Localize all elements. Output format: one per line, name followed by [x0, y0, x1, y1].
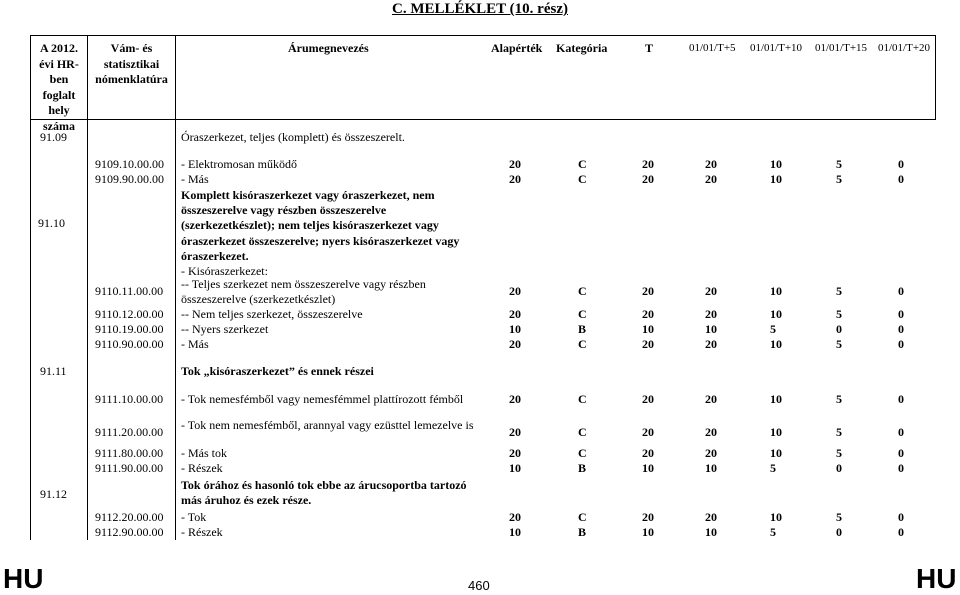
row-base-rate: 10	[509, 525, 521, 539]
section-hr-9112: 91.12	[40, 487, 67, 501]
row-rate-t: 20	[642, 284, 654, 298]
row-rate-t10: 10	[770, 510, 782, 524]
row-category: C	[578, 337, 587, 351]
row-rate-t15: 5	[836, 510, 842, 524]
row-base-rate: 20	[509, 172, 521, 186]
page-number: 460	[468, 578, 490, 593]
row-code: 9111.10.00.00	[95, 392, 164, 406]
row-rate-t: 10	[642, 461, 654, 475]
row-rate-t20: 0	[898, 461, 904, 475]
row-rate-t20: 0	[898, 284, 904, 298]
row-rate-t5: 10	[705, 525, 717, 539]
row-rate-t10: 10	[770, 284, 782, 298]
row-rate-t5: 20	[705, 172, 717, 186]
row-rate-t10: 10	[770, 446, 782, 460]
row-rate-t15: 5	[836, 284, 842, 298]
section-desc-9109: Óraszerkezet, teljes (komplett) és összeszerelt.	[181, 130, 405, 144]
row-category: C	[578, 392, 587, 406]
row-code: 9109.90.00.00	[95, 172, 164, 186]
header-t15: 01/01/T+15	[815, 42, 868, 54]
row-rate-t20: 0	[898, 525, 904, 539]
row-rate-t5: 20	[705, 425, 717, 439]
section-desc-9110: Komplett kisóraszerkezet vagy óraszerkezet, nem összeszerelve vagy részben összeszerelve (szerkezetkészlet); nem teljes kisóraszerkezet vagy óraszerkezet összeszerelve; nyers kisóraszerkezet vagy óraszerkezet.	[181, 188, 460, 263]
row-rate-t10: 5	[770, 525, 776, 539]
section-hr-9111: 91.11	[40, 364, 67, 378]
row-description: -- Nyers szerkezet	[181, 322, 269, 336]
footer-country-left: HU	[3, 563, 44, 594]
document-title: C. MELLÉKLET (10. rész)	[392, 1, 568, 17]
row-rate-t: 20	[642, 446, 654, 460]
row-code: 9110.90.00.00	[95, 337, 164, 351]
section-hr-9110: 91.10	[38, 216, 65, 230]
row-rate-t15: 5	[836, 307, 842, 321]
row-rate-t15: 5	[836, 392, 842, 406]
row-rate-t20: 0	[898, 172, 904, 186]
row-rate-t5: 20	[705, 392, 717, 406]
row-description: - Részek	[181, 461, 223, 475]
row-rate-t10: 10	[770, 307, 782, 321]
row-rate-t15: 0	[836, 461, 842, 475]
row-rate-t15: 5	[836, 446, 842, 460]
subheading-kisoraszerkezet: - Kisóraszerkezet:	[181, 264, 268, 278]
row-rate-t5: 20	[705, 157, 717, 171]
row-base-rate: 10	[509, 322, 521, 336]
row-rate-t15: 5	[836, 337, 842, 351]
row-rate-t: 20	[642, 172, 654, 186]
header-description: Árumegnevezés	[288, 41, 369, 55]
row-rate-t20: 0	[898, 425, 904, 439]
row-rate-t5: 20	[705, 284, 717, 298]
footer-country-right: HU	[916, 563, 957, 594]
row-description: - Tok	[181, 510, 207, 524]
row-description: -- Nem teljes szerkezet, összeszerelve	[181, 307, 363, 321]
row-base-rate: 20	[509, 284, 521, 298]
row-code: 9112.20.00.00	[95, 510, 164, 524]
header-t10: 01/01/T+10	[750, 42, 803, 54]
row-code: 9111.90.00.00	[95, 461, 164, 475]
row-description: - Más	[181, 172, 209, 186]
header-t20: 01/01/T+20	[878, 42, 931, 54]
row-rate-t5: 20	[705, 510, 717, 524]
row-base-rate: 20	[509, 392, 521, 406]
row-rate-t5: 20	[705, 307, 717, 321]
row-description: - Más tok	[181, 446, 227, 460]
row-category: C	[578, 172, 587, 186]
header-t5: 01/01/T+5	[689, 42, 736, 54]
row-rate-t10: 10	[770, 392, 782, 406]
row-rate-t10: 10	[770, 337, 782, 351]
row-rate-t5: 20	[705, 446, 717, 460]
row-base-rate: 10	[509, 461, 521, 475]
section-desc-9112: Tok órához és hasonló tok ebbe az árucsoportba tartozó más áruhoz és ezek része.	[181, 478, 467, 507]
row-rate-t10: 5	[770, 461, 776, 475]
row-category: C	[578, 284, 587, 298]
row-code: 9112.90.00.00	[95, 525, 164, 539]
row-rate-t20: 0	[898, 392, 904, 406]
row-code: 9110.11.00.00	[95, 284, 164, 298]
row-rate-t: 20	[642, 392, 654, 406]
row-rate-t15: 0	[836, 322, 842, 336]
row-rate-t10: 5	[770, 322, 776, 336]
row-rate-t20: 0	[898, 446, 904, 460]
table-border-right	[935, 35, 936, 120]
row-base-rate: 20	[509, 157, 521, 171]
row-description: - Elektromosan működő	[181, 157, 297, 171]
row-rate-t15: 5	[836, 172, 842, 186]
row-rate-t5: 20	[705, 337, 717, 351]
row-rate-t: 10	[642, 322, 654, 336]
row-category: C	[578, 157, 587, 171]
header-hr-position: A 2012. évi HR- ben foglalt hely száma	[39, 41, 79, 133]
row-description: - Tok nemesfémből vagy nemesfémmel plattírozott fémből	[181, 392, 464, 406]
row-category: C	[578, 446, 587, 460]
row-rate-t: 20	[642, 157, 654, 171]
row-code: 9110.12.00.00	[95, 307, 164, 321]
row-description: - Részek	[181, 525, 223, 539]
row-description: -- Teljes szerkezet nem összeszerelve vagy részben összeszerelve (szerkezetkészlet)	[181, 277, 426, 306]
row-category: C	[578, 425, 587, 439]
row-rate-t10: 10	[770, 425, 782, 439]
row-code: 9111.20.00.00	[95, 425, 164, 439]
row-rate-t: 20	[642, 510, 654, 524]
row-base-rate: 20	[509, 425, 521, 439]
row-rate-t20: 0	[898, 510, 904, 524]
column-divider-1	[87, 35, 88, 540]
row-base-rate: 20	[509, 337, 521, 351]
header-category: Kategória	[556, 41, 608, 55]
row-category: B	[578, 461, 587, 475]
section-desc-9111: Tok „kisóraszerkezet” és ennek részei	[181, 364, 374, 378]
section-hr-9109: 91.09	[40, 130, 67, 144]
row-rate-t20: 0	[898, 322, 904, 336]
header-base-rate: Alapérték	[491, 41, 543, 55]
row-category: C	[578, 510, 587, 524]
row-rate-t5: 10	[705, 322, 717, 336]
row-code: 9109.10.00.00	[95, 157, 164, 171]
row-rate-t20: 0	[898, 337, 904, 351]
row-rate-t15: 5	[836, 157, 842, 171]
header-nomenclature: Vám- és statisztikai nómenklatúra	[95, 41, 168, 86]
row-rate-t: 10	[642, 525, 654, 539]
row-rate-t15: 5	[836, 425, 842, 439]
row-category: B	[578, 525, 587, 539]
row-base-rate: 20	[509, 307, 521, 321]
row-rate-t10: 10	[770, 172, 782, 186]
row-description: - Tok nem nemesfémből, arannyal vagy ezüsttel lemezelve is	[181, 418, 474, 432]
row-code: 9111.80.00.00	[95, 446, 164, 460]
row-base-rate: 20	[509, 446, 521, 460]
row-rate-t20: 0	[898, 307, 904, 321]
row-description: - Más	[181, 337, 209, 351]
row-rate-t: 20	[642, 337, 654, 351]
row-rate-t: 20	[642, 307, 654, 321]
header-rule	[30, 119, 936, 120]
row-rate-t15: 0	[836, 525, 842, 539]
row-rate-t: 20	[642, 425, 654, 439]
row-base-rate: 20	[509, 510, 521, 524]
row-code: 9110.19.00.00	[95, 322, 164, 336]
column-divider-2	[175, 35, 176, 540]
table-border-top	[30, 35, 936, 36]
row-category: C	[578, 307, 587, 321]
header-t: T	[645, 41, 654, 55]
row-category: B	[578, 322, 587, 336]
row-rate-t5: 10	[705, 461, 717, 475]
row-rate-t10: 10	[770, 157, 782, 171]
row-rate-t20: 0	[898, 157, 904, 171]
